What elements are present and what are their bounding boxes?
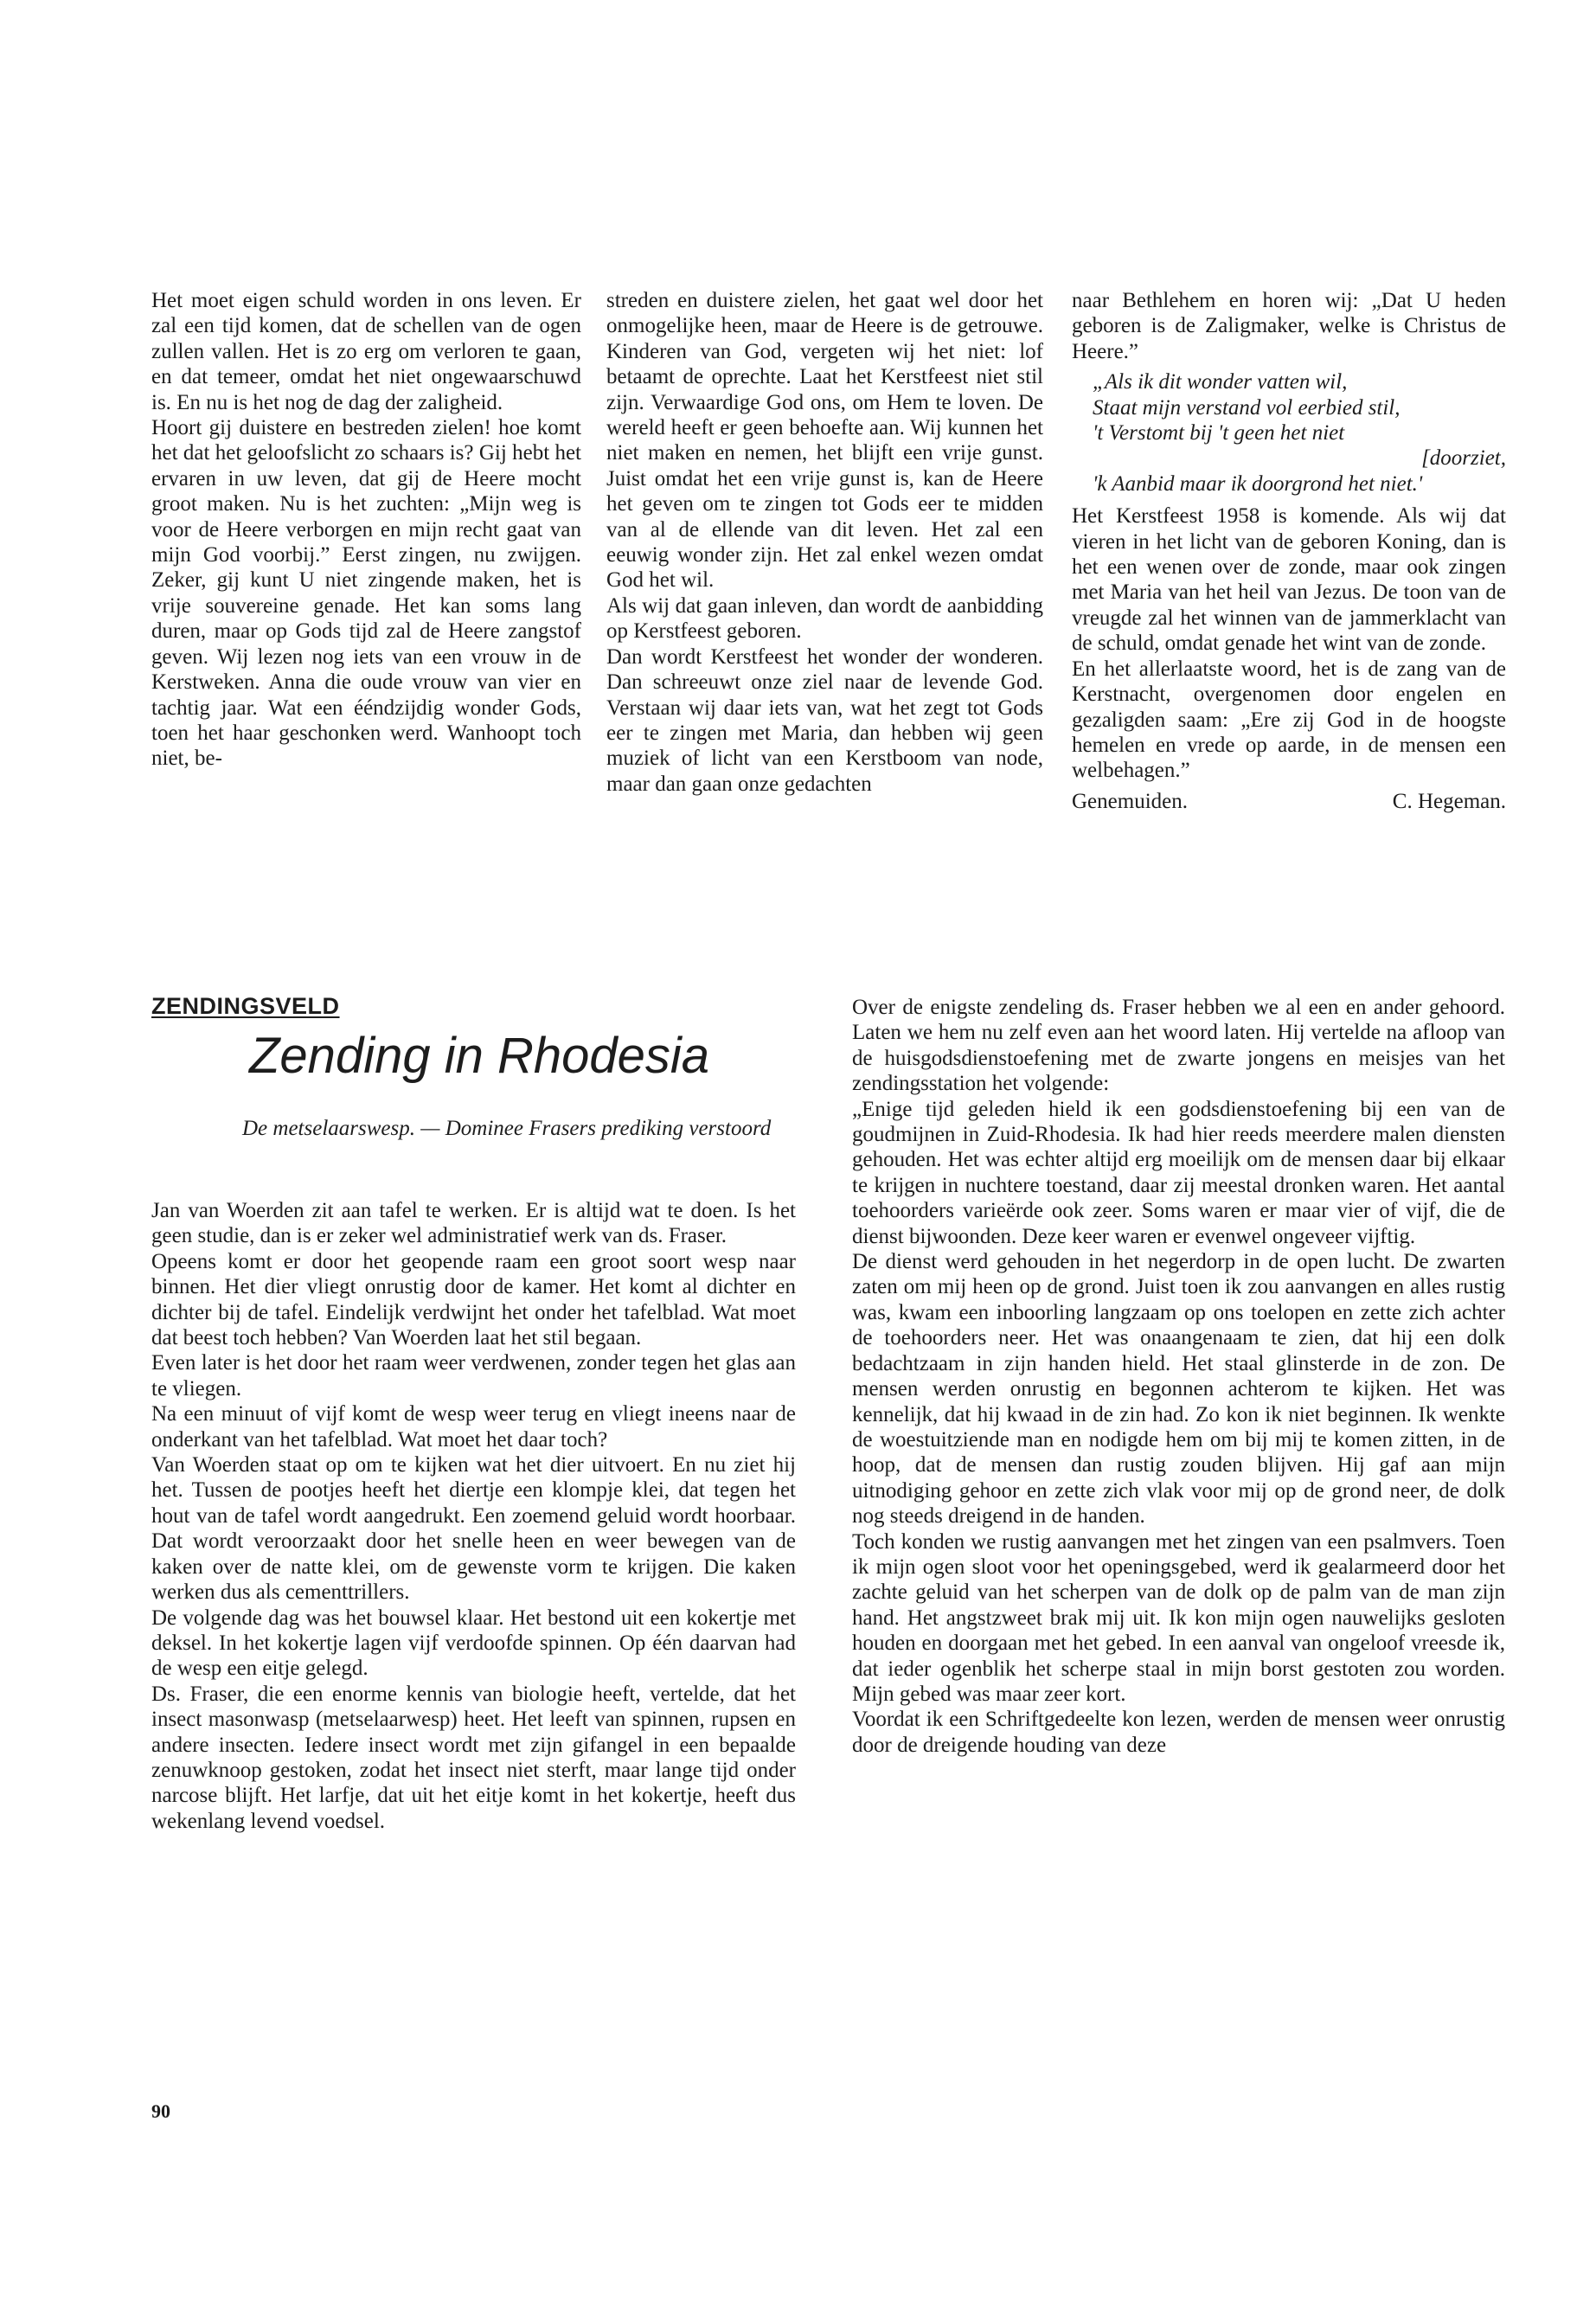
paragraph: Opeens komt er door het geopende raam een groot soort wesp naar binnen. Het dier vliegt onrustig door de kamer. Het komt al dichter en dichter bij de tafel. Eindelijk verdwijnt het onder het tafelblad. Wat moet dat beest toch hebben? Van Woerden laat het stil begaan. <box>151 1249 796 1350</box>
top-column-2 <box>606 288 1043 797</box>
paragraph: Toch konden we rustig aanvangen met het zingen van een psalmvers. Toen ik mijn ogen sloot voor het openingsgebed, werd ik gealarmeerd door het zachte geluid van het scherpen van de dolk op de palm van de man zijn hand. Het angstzweet brak mij uit. Ik kon mijn ogen nauwelijks gesloten houden en doorgaan met het gebed. In een aanval van ongeloof vreesde ik, dat ieder ogenblik het scherpe staal in mijn borst gestoten zou worden. Mijn gebed was maar zeer kort. <box>852 1529 1505 1706</box>
poem-line: „Als ik dit wonder vatten wil, <box>1093 370 1348 394</box>
poem-line: Staat mijn verstand vol eerbied stil, <box>1093 395 1401 420</box>
paragraph: naar Bethlehem en horen wij: „Dat U heden geboren is de Zaligmaker, welke is Christus de Heere.” <box>1072 289 1506 363</box>
section-label: ZENDINGSVELD <box>151 993 340 1019</box>
top-column-3 <box>1072 288 1506 814</box>
paragraph: Hoort gij duistere en bestreden zielen! hoe komt het dat het geloofslicht zo schaars is? Gij hebt het ervaren in uw leven, dat gij de Heere mocht groot maken. Nu is het zuchten: „Mijn weg is voor de Heere verborgen en mijn recht gaat van mijn God voorbij.” Eerst zingen, nu zwijgen. Zeker, gij kunt U niet zingende maken, het is vrije souvereine genade. Het kan soms lang duren, maar op Gods tijd zal de Heere zangstof geven. Wij lezen nog iets van een vrouw in de Kerstweken. Anna die oude vrouw van vier en tachtig jaar. Wat een ééndzijdig wonder Gods, toen het haar geschonken werd. Wanhoopt toch niet, be- <box>151 416 581 771</box>
page-number: 90 <box>151 2100 170 2122</box>
top-column-1 <box>151 288 581 772</box>
poem-line: 'k Aanbid maar ik doorgrond het niet.' <box>1093 471 1423 496</box>
poem-line: 't Verstomt bij 't geen het niet <box>1093 421 1345 445</box>
paragraph: Van Woerden staat op om te kijken wat het dier uitvoert. En nu ziet hij het. Tussen de pootjes heeft het diertje een klompje klei, dat tegen het hout van de tafel wordt aangedrukt. Een zoemend geluid wordt hoorbaar. Dat wordt veroorzaakt door het snelle heen en weer bewegen van de kaken over de natte klei, om de gewenste vorm te krijgen. Die kaken werken dus als cementtrillers. <box>151 1453 796 1605</box>
paragraph: Het Kerstfeest 1958 is komende. Als wij dat vieren in het licht van de geboren Koning, dan is het een wenen over de zonde, maar ook zingen met Maria van het heil van Jezus. De toon van de vreugde zal het winnen van de jammerklacht van de schuld, omdat genade het wint van de zonde. <box>1072 504 1506 656</box>
article-column-2 <box>852 995 1505 1758</box>
paragraph: Jan van Woerden zit aan tafel te werken. Er is altijd wat te doen. Is het geen studie, dan is er zeker wel administratief werk van ds. Fraser. <box>151 1199 796 1248</box>
paragraph: Het moet eigen schuld worden in ons leven. Er zal een tijd komen, dat de schellen van de ogen zullen vallen. Het is zo erg om verloren te gaan, en dat temeer, omdat het niet ongewaarschuwd is. En nu is het nog de dag der zaligheid. <box>151 289 581 414</box>
paragraph: Even later is het door het raam weer verdwenen, zonder tegen het glas aan te vliegen. <box>151 1351 796 1400</box>
article-column-1 <box>151 1198 796 1834</box>
paragraph: Over de enigste zendeling ds. Fraser hebben we al een en ander gehoord. Laten we hem nu zelf even aan het woord laten. Hij vertelde na afloop van de huisgodsdienstoefening met de zwarte jongens en meisjes van het zendingsstation het volgende: <box>852 996 1505 1096</box>
signature-place: Genemuiden. <box>1072 789 1188 813</box>
signature-line <box>1072 789 1506 814</box>
paragraph: En het allerlaatste woord, het is de zang van de Kerstnacht, overgenomen door engelen en gezaligden saam: „Ere zij God in de hoogste hemelen en vrede op aarde, in de mensen een welbehagen.” <box>1072 657 1506 783</box>
paragraph: De dienst werd gehouden in het negerdorp in de open lucht. De zwarten zaten om mij heen op de grond. Juist toen ik zou aanvangen en alles rustig was, kwam een inboorling langzaam op ons toelopen en zette zich achter de toehoorders neer. Het was onaangenaam te zien, dat hij een dolk bedachtzaam in zijn handen hield. Het staal glinsterde in de zon. De mensen werden onrustig en begonnen achterom te kijken. Het was kennelijk, dat hij kwaad in de zin had. Zo kon ik niet beginnen. Ik wenkte de woestuitziende man en nodigde hem om bij mij te komen zitten, in de hoop, dat de mensen dan rustig zouden blijven. Hij gaf aan mijn uitnodiging gehoor en zette zich vlak voor mij op de grond neer, de dolk nog steeds dreigend in de handen. <box>852 1250 1505 1529</box>
article-subtitle: De metselaarswesp. — Dominee Frasers prediking verstoord <box>242 1117 772 1140</box>
paragraph: Dan wordt Kerstfeest het wonder der wonderen. Dan schreeuwt onze ziel naar de levende God. Verstaan wij daar iets van, wat het zegt tot Gods eer te zingen met Maria, dan hebben wij geen muziek of licht van een Kerstboom van node, maar dan gaan onze gedachten <box>606 644 1043 796</box>
paragraph: Ds. Fraser, die een enorme kennis van biologie heeft, vertelde, dat het insect masonwasp (metselaarwesp) heet. Het leeft van spinnen, rupsen en andere insecten. Iedere insect wordt met zijn gifangel in een bepaalde zenuwknoop gestoken, zodat het insect niet sterft, maar lange tijd onder narcose blijft. Het larfje, dat uit het eitje komt in het kokertje, heeft dus wekenlang levend voedsel. <box>151 1682 796 1833</box>
poem-quote <box>1093 369 1506 497</box>
paragraph: streden en duistere zielen, het gaat wel door het onmogelijke heen, maar de Heere is de getrouwe. Kinderen van God, vergeten wij het niet: lof betaamt de oprechte. Laat het Kerstfeest niet stil zijn. Verwaardige God ons, om Hem te loven. De wereld heeft er geen behoefte aan. Wij kunnen het niet maken en nemen, het blijft een vrije gunst. Juist omdat het een vrije gunst is, kan de Heere het geven om te zingen tot Gods eer te midden van al de ellende van dit leven. Het zal een eeuwig wonder zijn. Het zal enkel wezen omdat God het wil. <box>606 289 1043 593</box>
paragraph: Na een minuut of vijf komt de wesp weer terug en vliegt ineens naar de onderkant van het tafelblad. Wat moet het daar toch? <box>151 1402 796 1452</box>
paragraph: „Enige tijd geleden hield ik een godsdienstoefening bij een van de goudmijnen in Zuid-Rhodesia. Ik had hier reeds meerdere malen diensten gehouden. Het was echter altijd erg moeilijk om de mensen daar bij elkaar te krijgen in nuchtere toestand, daar zij meestal dronken waren. Het aantal toehoorders varieërde ook zeer. Soms waren er maar vier of vijf, die de dienst bijwoonden. Deze keer waren er evenwel ongeveer vijftig. <box>852 1097 1505 1248</box>
paragraph: Als wij dat gaan inleven, dan wordt de aanbidding op Kerstfeest geboren. <box>606 593 1043 644</box>
article-title: Zending in Rhodesia <box>249 1028 710 1084</box>
poem-line: [doorziet, <box>1421 446 1506 471</box>
paragraph: Voordat ik een Schriftgedeelte kon lezen, werden de mensen weer onrustig door de dreigende houding van deze <box>852 1708 1505 1757</box>
signature-author: C. Hegeman. <box>1392 789 1506 813</box>
paragraph: De volgende dag was het bouwsel klaar. Het bestond uit een kokertje met deksel. In het kokertje lagen vijf verdoofde spinnen. Op één daarvan had de wesp een eitje gelegd. <box>151 1606 796 1681</box>
